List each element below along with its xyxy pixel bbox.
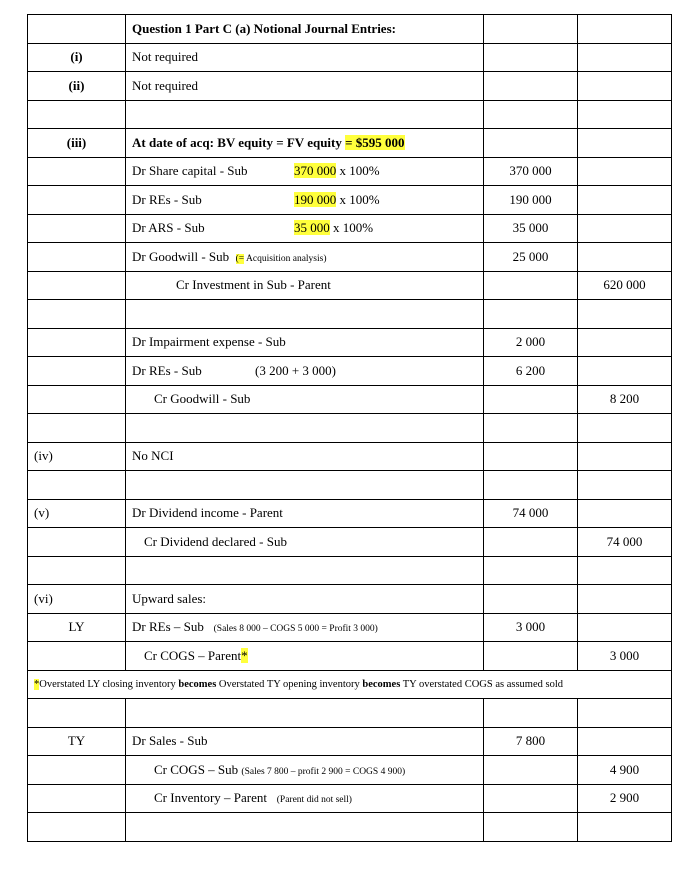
table-row xyxy=(28,813,672,842)
debit-cell: 3 000 xyxy=(484,613,578,642)
table-row: Dr Impairment expense - Sub 2 000 xyxy=(28,328,672,357)
footnote: *Overstated LY closing inventory becomes Overstated TY opening inventory becomes TY overstated COGS as assumed sold xyxy=(28,670,672,699)
table-row xyxy=(28,100,672,129)
table-row: Cr COGS – Sub (Sales 7 800 – profit 2 900 = COGS 4 900) 4 900 xyxy=(28,756,672,785)
item-text-i: Not required xyxy=(126,43,484,72)
credit-cell: 4 900 xyxy=(578,756,672,785)
calc-highlight: 190 000 xyxy=(294,191,337,207)
credit-cell: 620 000 xyxy=(578,271,672,300)
table-row: LY Dr REs – Sub (Sales 8 000 – COGS 5 000 = Profit 3 000) 3 000 xyxy=(28,613,672,642)
debit-cell: 370 000 xyxy=(484,157,578,186)
table-row: Dr Goodwill - Sub (= Acquisition analysis) 25 000 xyxy=(28,243,672,272)
table-row xyxy=(28,414,672,443)
item-label-iii: (iii) xyxy=(28,129,126,158)
table-row: Dr Share capital - Sub 370 000 x 100% 370 000 xyxy=(28,157,672,186)
table-row: Dr REs - Sub 190 000 x 100% 190 000 xyxy=(28,186,672,215)
table-row: (vi) Upward sales: xyxy=(28,585,672,614)
table-title: Question 1 Part C (a) Notional Journal Entries: xyxy=(126,15,484,44)
footnote-star: * xyxy=(241,647,248,663)
table-row: Cr COGS – Parent* 3 000 xyxy=(28,642,672,671)
debit-cell: 25 000 xyxy=(484,243,578,272)
table-row xyxy=(28,699,672,728)
table-row: Dr ARS - Sub 35 000 x 100% 35 000 xyxy=(28,214,672,243)
table-row: Cr Dividend declared - Sub 74 000 xyxy=(28,528,672,557)
ly-label: LY xyxy=(28,613,126,642)
calc-highlight: 35 000 xyxy=(294,220,330,236)
credit-cell: 8 200 xyxy=(578,385,672,414)
table-row: Cr Inventory – Parent (Parent did not sell) 2 900 xyxy=(28,784,672,813)
calc-highlight: 370 000 xyxy=(294,163,337,179)
item-label-vi: (vi) xyxy=(28,585,126,614)
ty-label: TY xyxy=(28,727,126,756)
table-row xyxy=(28,43,672,72)
table-row xyxy=(28,670,672,699)
table-row xyxy=(28,15,672,44)
item-label-v: (v) xyxy=(28,499,126,528)
table-row xyxy=(28,300,672,329)
acq-heading: At date of acq: BV equity = FV equity = $595 000 xyxy=(126,129,484,158)
table-row: (iv) No NCI xyxy=(28,442,672,471)
debit-cell: 6 200 xyxy=(484,357,578,386)
table-row xyxy=(28,72,672,101)
credit-cell: 3 000 xyxy=(578,642,672,671)
table-row: Cr Investment in Sub - Parent 620 000 xyxy=(28,271,672,300)
table-row: Cr Goodwill - Sub 8 200 xyxy=(28,385,672,414)
debit-cell: 2 000 xyxy=(484,328,578,357)
journal-entries-table xyxy=(27,14,672,842)
credit-cell: 74 000 xyxy=(578,528,672,557)
table-row xyxy=(28,556,672,585)
debit-cell: 35 000 xyxy=(484,214,578,243)
equity-value-highlight: = $595 000 xyxy=(345,134,405,150)
table-row: TY Dr Sales - Sub 7 800 xyxy=(28,727,672,756)
item-label-i: (i) xyxy=(28,43,126,72)
item-text-ii: Not required xyxy=(126,72,484,101)
debit-cell: 7 800 xyxy=(484,727,578,756)
item-label-ii: (ii) xyxy=(28,72,126,101)
table-row: Dr REs - Sub (3 200 + 3 000) 6 200 xyxy=(28,357,672,386)
credit-cell: 2 900 xyxy=(578,784,672,813)
table-row: (v) Dr Dividend income - Parent 74 000 xyxy=(28,499,672,528)
item-label-iv: (iv) xyxy=(28,442,126,471)
table-row xyxy=(28,471,672,500)
debit-cell: 190 000 xyxy=(484,186,578,215)
debit-cell: 74 000 xyxy=(484,499,578,528)
table-row xyxy=(28,129,672,158)
